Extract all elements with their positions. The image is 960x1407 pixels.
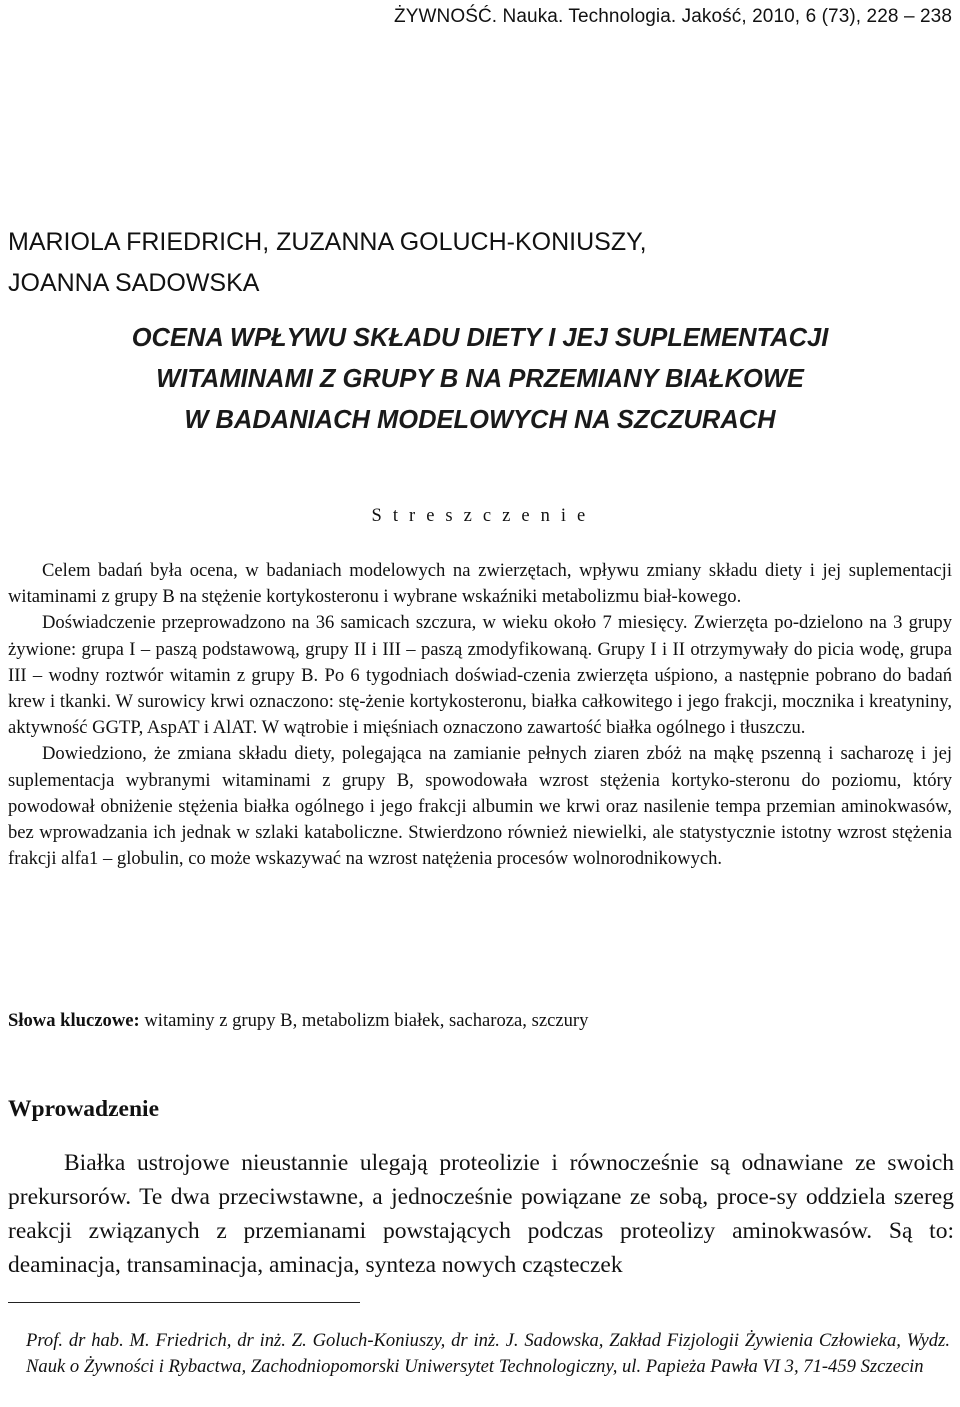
keywords-text: witaminy z grupy B, metabolizm białek, sacharoza, szczury <box>139 1010 589 1031</box>
abstract-heading: S t r e s z c z e n i e <box>371 506 589 526</box>
introduction-paragraph: Białka ustrojowe nieustannie ulegają proteolizie i równocześnie są odnawiane ze swoich prekursorów. Te dwa przeciwstawne, a jednocześnie powiązane ze sobą, proce-sy oddziela szereg reakcji związanych z przemianami powstających podczas proteolizy aminokwasów. Są to: deaminacja, transaminacja, aminacja, synteza nowych cząsteczek <box>8 1150 954 1278</box>
keywords <box>8 1008 952 1034</box>
author-line-1: MARIOLA FRIEDRICH, ZUZANNA GOLUCH-KONIUSZY, <box>8 228 647 256</box>
section-heading-introduction: Wprowadzenie <box>8 1096 160 1122</box>
abstract-paragraph-3: Dowiedziono, że zmiana składu diety, polegająca na zamianie pełnych ziaren zbóż na mąkę pszenną i sacharozę i jej suplementacja wybranymi witaminami z grupy B, spowodowała wzrost stężenia kortyko-steronu do poziomu, który powodował obniżenie stężenia białka ogólnego i jego frakcji albumin we krwi oraz nasilenie tempa przemian aminokwasów, bez wprowadzania ich jednak w szlaki kataboliczne. Stwierdzono również niewielki, ale statystycznie istotny wzrost stężenia frakcji alfa1 – globulin, co może wskazywać na wzrost natężenia procesów wolnorodnikowych. <box>8 743 952 870</box>
title-line-3: W BADANIACH MODELOWYCH NA SZCZURACH <box>184 406 776 434</box>
author-affiliation-footnote: Prof. dr hab. M. Friedrich, dr inż. Z. Goluch-Koniuszy, dr inż. J. Sadowska, Zakład Fizjologii Żywienia Człowieka, Wydz. Nauk o Żywności i Rybactwa, Zachodniopomorski Uniwersytet Technologiczny, ul. Papieża Pawła VI 3, 71-459 Szczecin <box>26 1330 950 1377</box>
abstract-body <box>8 558 952 872</box>
article-title <box>0 318 960 441</box>
author-line-2: JOANNA SADOWSKA <box>8 269 260 297</box>
keywords-label: Słowa kluczowe: <box>8 1010 140 1031</box>
introduction-body <box>8 1146 954 1282</box>
abstract-paragraph-2: Doświadczenie przeprowadzono na 36 samicach szczura, w wieku około 7 miesięcy. Zwierzęta po-dzielono na 3 grupy żywione: grupa I – paszą podstawową, grupy II i III – paszą zmodyfikowaną. Grupy I i II otrzymywały do picia wodę, grupa III – wodny roztwór witamin z grupy B. Po 6 tygodniach doświad-czenia zwierzęta uśpiono, a następnie pobrano do badań krew i tkanki. W surowicy krwi oznaczono: stę-żenie kortykosteronu, białka całkowitego i jego frakcji, mocznika i kreatyniny, aktywność GGTP, AspAT i AlAT. W wątrobie i mięśniach oznaczono zawartość białka ogólnego i tłuszczu. <box>8 612 952 739</box>
title-line-1: OCENA WPŁYWU SKŁADU DIETY I JEJ SUPLEMENTACJI <box>131 324 829 352</box>
footnote-divider <box>8 1302 360 1303</box>
author-list <box>8 222 948 304</box>
title-line-2: WITAMINAMI Z GRUPY B NA PRZEMIANY BIAŁKOWE <box>156 365 804 393</box>
running-head: ŻYWNOŚĆ. Nauka. Technologia. Jakość, 2010, 6 (73), 228 – 238 <box>393 6 952 27</box>
abstract-paragraph-1: Celem badań była ocena, w badaniach modelowych na zwierzętach, wpływu zmiany składu diety i jej suplementacji witaminami z grupy B na stężenie kortykosteronu i wybrane wskaźniki metabolizmu biał-kowego. <box>8 560 952 608</box>
